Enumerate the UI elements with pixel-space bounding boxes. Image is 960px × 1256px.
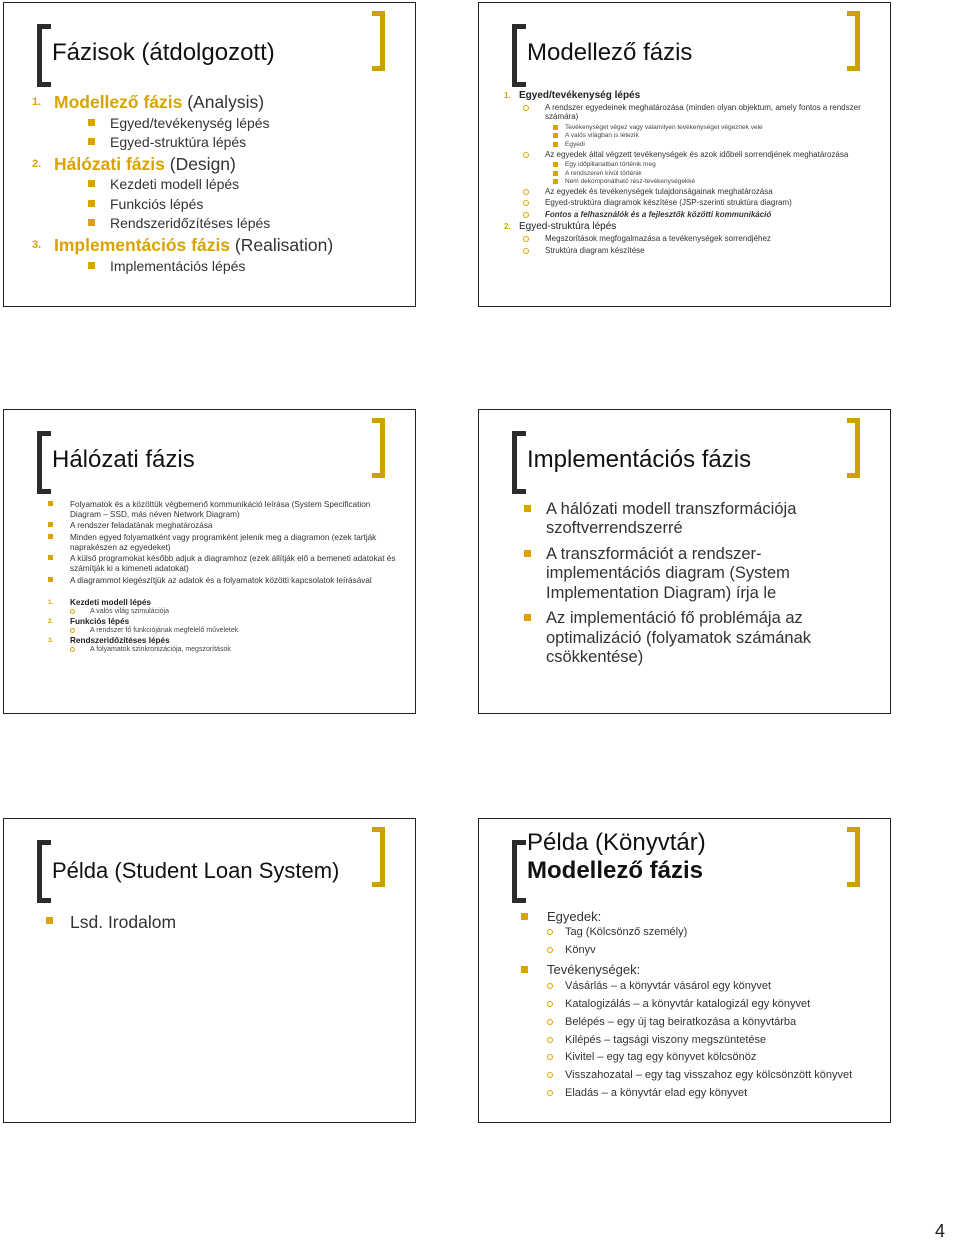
list-item: Egyed/tevékenység lépés: [110, 115, 401, 132]
left-bracket: [37, 431, 51, 494]
list-item: Az implementáció fő problémája az optimalizáció (folyamatok számának csökkentése): [546, 609, 876, 667]
slide-title-line1: Példa (Könyvtár): [527, 829, 706, 856]
list-item: A rendszer fő funkciójának megfelelő műveletek: [90, 627, 401, 635]
list-item: Lsd. Irodalom: [70, 912, 401, 933]
right-bracket: [372, 827, 385, 887]
slide-body: [519, 909, 876, 1105]
right-bracket: [372, 11, 385, 71]
list-item: Rendszeridőzítéses lépés: [110, 215, 401, 232]
slide-phases: [3, 2, 416, 307]
slide-title: Hálózati fázis: [52, 446, 195, 473]
list-item: Kivitel – egy tag egy könyvet kölcsönöz: [565, 1051, 876, 1064]
slide-title: Példa (Student Loan System): [52, 858, 340, 883]
list-item: Eladás – a könyvtár elad egy könyvet: [565, 1087, 876, 1100]
slide-implementation-phase: [478, 409, 891, 714]
list-item: Egyed-struktúra lépés: [110, 134, 401, 151]
list-item: A valós világban is létezik: [565, 132, 876, 140]
slide-title: [527, 829, 706, 885]
left-bracket: [37, 24, 51, 87]
list-item: Egyed-struktúra diagramok készítése (JSP-szerinti struktúra diagram): [545, 198, 876, 207]
left-bracket: [512, 431, 526, 494]
list-item: A külső programokat később adjuk a diagramhoz (ezek állítják elő a bemeneti adatokat és számítják ki a kimeneti adatokat): [70, 554, 401, 573]
list-item: Vásárlás – a könyvtár vásárol egy könyvet: [565, 980, 876, 993]
list-item: Kilépés – tagsági viszony megszüntetése: [565, 1034, 876, 1047]
list-item: A transzformációt a rendszer-implementációs diagram (System Implementation Diagram) írja le: [546, 545, 876, 603]
list-item: A rendszeren kívül történik: [565, 170, 876, 178]
list-item: Egyedek:: [547, 909, 876, 924]
slide-modeling-phase: [478, 2, 891, 307]
list-item: Folyamatok és a közöttük végbemenő kommunikáció leírása (System Specification Diagram – SSD, más néven Network Diagram): [70, 500, 401, 519]
list-item: Egy időpillanatban történik meg: [565, 161, 876, 169]
list-item: Tag (Kölcsönző személy): [565, 926, 876, 939]
slide-title: Fázisok (átdolgozott): [52, 39, 275, 66]
slide-title: Implementációs fázis: [527, 446, 752, 473]
list-item: Tevékenységek:: [547, 962, 876, 977]
list-item: Megszorítások megfogalmazása a tevékenységek sorrendjéhez: [545, 234, 876, 243]
list-item: Implementációs lépés: [110, 258, 401, 275]
list-item: 3. Implementációs fázis (Realisation): [32, 234, 334, 255]
slide-body: [26, 91, 401, 277]
list-item: Minden egyed folyamatként vagy programként jelenik meg a diagramon (ezek tartják naprakészen az egyedeket): [70, 533, 401, 552]
right-bracket: [847, 827, 860, 887]
list-item: Fontos a felhasználók és a fejlesztők közötti kommunikáció: [545, 210, 876, 219]
list-item: Az egyedek és tevékenységek tulajdonságainak meghatározása: [545, 187, 876, 196]
slide-title-line2: Modellező fázis: [527, 857, 704, 884]
list-item: 3. Rendszeridőzítéses lépés: [48, 636, 170, 646]
right-bracket: [847, 11, 860, 71]
left-bracket: [37, 840, 51, 903]
list-item: A valós világ szimulációja: [90, 608, 401, 616]
list-item: Könyv: [565, 944, 876, 957]
left-bracket: [512, 24, 526, 87]
list-item: 1. Kezdeti modell lépés: [48, 598, 151, 608]
page-number: 4: [934, 1221, 945, 1241]
list-item: Funkciós lépés: [110, 196, 401, 213]
list-item: A folyamatok szinkronizációja, megszorítások: [90, 646, 401, 654]
list-item: 1. Egyed/tevékenység lépés: [504, 90, 641, 101]
slide-body: [44, 912, 401, 933]
slide-body: [524, 500, 876, 674]
slide-title: Modellező fázis: [527, 39, 693, 66]
list-item: Kezdeti modell lépés: [110, 176, 401, 193]
slide-network-phase: [3, 409, 416, 714]
slide-library-example: [478, 818, 891, 1123]
list-item: Belépés – egy új tag beiratkozása a könyvtárba: [565, 1016, 876, 1029]
list-item: A rendszer feladatának meghatározása: [70, 521, 401, 531]
left-bracket: [512, 840, 526, 903]
right-bracket: [847, 418, 860, 478]
slide-student-loan-example: [3, 818, 416, 1123]
list-item: Visszahozatal – egy tag visszahoz egy kölcsönzött könyvet: [565, 1069, 876, 1082]
list-item: 2. Funkciós lépés: [48, 617, 130, 627]
list-item: Katalogizálás – a könyvtár katalogizál egy könyvet: [565, 998, 876, 1011]
list-item: A rendszer egyedeinek meghatározása (minden olyan objektum, amely fontos a rendszer számára): [545, 103, 876, 122]
slide-body: [44, 500, 401, 655]
right-bracket: [372, 418, 385, 478]
list-item: Nem dekomponálható rész-tevékenységekké: [565, 178, 876, 186]
list-item: 1. Modellező fázis (Analysis): [32, 92, 265, 112]
list-item: Tevékenységet végez vagy valamilyen tevékenységet végeznek vele: [565, 124, 876, 132]
list-item: A hálózati modell transzformációja szoftverrendszerré: [546, 500, 876, 539]
list-item: 2. Egyed-struktúra lépés: [504, 221, 617, 233]
list-item: Egyedi: [565, 141, 876, 149]
list-item: A diagrammot kiegészítjük az adatok és a folyamatok közötti kapcsolatok leírásával: [70, 576, 401, 586]
slide-body: [504, 89, 876, 257]
list-item: 2. Hálózati fázis (Design): [32, 153, 236, 174]
list-item: Struktúra diagram készítése: [545, 246, 876, 255]
list-item: Az egyedek által végzett tevékenységek és azok időbeli sorrendjének meghatározása: [545, 150, 876, 159]
